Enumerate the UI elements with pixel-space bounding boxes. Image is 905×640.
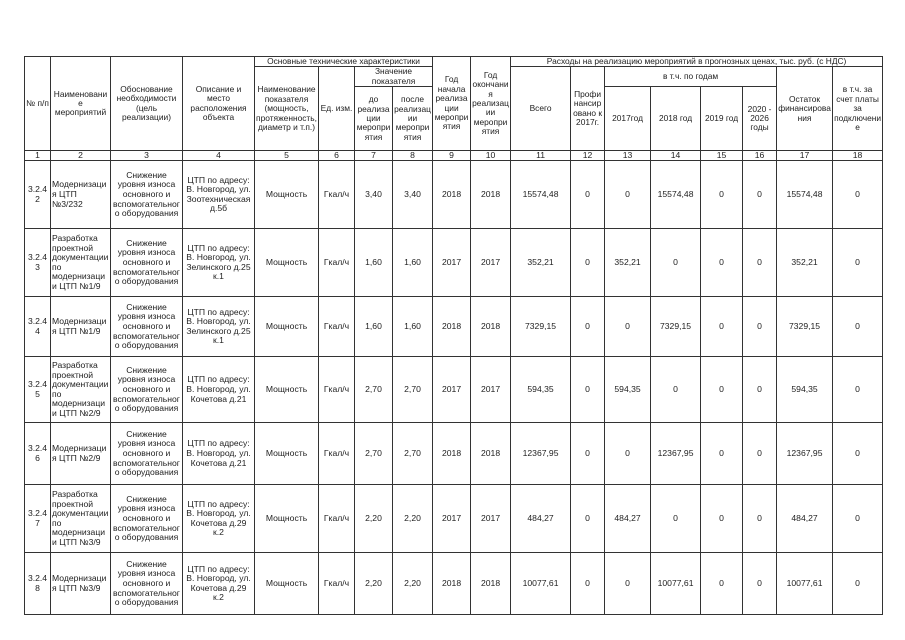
row-connection-fee: 0 [833,485,883,553]
row-2017: 484,27 [605,485,651,553]
row-name: Модернизация ЦТП №2/9 [51,423,111,485]
row-2017: 352,21 [605,229,651,297]
header-start: Год начала реализации мероприятия [433,57,471,151]
header-rest: Остаток финансирования [777,67,833,151]
table-row [25,357,883,423]
row-name: Модернизация ЦТП №1/9 [51,297,111,357]
row-before: 2,20 [355,485,393,553]
row-2019: 0 [701,357,743,423]
row-start-year: 2018 [433,297,471,357]
row-reason: Снижение уровня износа основного и вспомогательного оборудования [111,553,183,615]
table-row [25,485,883,553]
row-place: ЦТП по адресу: В. Новгород, ул. Кочетова д.29 к.2 [183,485,255,553]
row-remaining: 594,35 [777,357,833,423]
row-start-year: 2017 [433,229,471,297]
row-number: 3.2.4 7 [25,485,51,553]
column-number: 14 [651,151,701,161]
header-prefin: Профинансировано к 2017г. [571,67,605,151]
row-number: 3.2.4 2 [25,161,51,229]
column-number: 1 [25,151,51,161]
row-2018: 12367,95 [651,423,701,485]
row-end-year: 2017 [471,229,511,297]
row-reason: Снижение уровня износа основного и вспомогательного оборудования [111,161,183,229]
row-after: 2,70 [393,423,433,485]
row-name: Разработка проектной документации по модернизации ЦТП №3/9 [51,485,111,553]
row-number: 3.2.4 6 [25,423,51,485]
column-number: 7 [355,151,393,161]
column-number: 13 [605,151,651,161]
header-fee: в т.ч. за счет платы за подключение [833,67,883,151]
column-number: 2 [51,151,111,161]
header-after: после реализации мероприятия [393,87,433,151]
header-place: Описание и место расположения объекта [183,57,255,151]
row-connection-fee: 0 [833,357,883,423]
header-end: Год окончания реализации мероприятия [471,57,511,151]
header-byyear: в т.ч. по годам [605,67,777,87]
row-2020-2026: 0 [743,297,777,357]
row-2017: 0 [605,553,651,615]
row-connection-fee: 0 [833,229,883,297]
row-connection-fee: 0 [833,297,883,357]
row-param: Мощность [255,423,319,485]
row-2017: 0 [605,161,651,229]
column-number: 5 [255,151,319,161]
row-remaining: 12367,95 [777,423,833,485]
row-2019: 0 [701,297,743,357]
row-name: Разработка проектной документации по модернизации ЦТП №2/9 [51,357,111,423]
row-unit: Гкал/ч [319,423,355,485]
row-reason: Снижение уровня износа основного и вспомогательного оборудования [111,297,183,357]
investment-table-sheet [24,56,883,615]
table-body [25,161,883,615]
row-2019: 0 [701,161,743,229]
column-number: 16 [743,151,777,161]
row-2018: 0 [651,485,701,553]
row-remaining: 352,21 [777,229,833,297]
row-connection-fee: 0 [833,553,883,615]
column-number: 4 [183,151,255,161]
row-remaining: 15574,48 [777,161,833,229]
table-row [25,161,883,229]
header-reason: Обоснование необходимости (цель реализации) [111,57,183,151]
row-place: ЦТП по адресу: В. Новгород, ул. Зелинского д.25 к.1 [183,297,255,357]
row-place: ЦТП по адресу: В. Новгород, ул. Зоотехническая д.5б [183,161,255,229]
row-unit: Гкал/ч [319,297,355,357]
row-after: 3,40 [393,161,433,229]
row-2018: 7329,15 [651,297,701,357]
column-number: 3 [111,151,183,161]
table-row [25,229,883,297]
header-value: Значение показателя [355,67,433,87]
row-param: Мощность [255,229,319,297]
row-before: 1,60 [355,229,393,297]
row-before: 2,70 [355,357,393,423]
row-start-year: 2018 [433,553,471,615]
column-number-row [25,151,883,161]
row-connection-fee: 0 [833,161,883,229]
table-row [25,553,883,615]
row-param: Мощность [255,553,319,615]
table-row [25,297,883,357]
row-before: 2,70 [355,423,393,485]
row-end-year: 2017 [471,485,511,553]
header-num: № п/п [25,57,51,151]
row-after: 2,70 [393,357,433,423]
row-prefinanced: 0 [571,357,605,423]
row-2019: 0 [701,485,743,553]
header-group-tech: Основные технические характеристики [255,57,433,67]
row-prefinanced: 0 [571,229,605,297]
row-total: 10077,61 [511,553,571,615]
row-param: Мощность [255,485,319,553]
header-2018: 2018 год [651,87,701,151]
row-reason: Снижение уровня износа основного и вспомогательного оборудования [111,229,183,297]
row-2020-2026: 0 [743,423,777,485]
row-2017: 0 [605,423,651,485]
row-param: Мощность [255,297,319,357]
row-2018: 10077,61 [651,553,701,615]
row-prefinanced: 0 [571,553,605,615]
row-place: ЦТП по адресу: В. Новгород, ул. Кочетова д.21 [183,357,255,423]
column-number: 18 [833,151,883,161]
row-number: 3.2.4 8 [25,553,51,615]
row-2019: 0 [701,229,743,297]
row-reason: Снижение уровня износа основного и вспомогательного оборудования [111,357,183,423]
row-number: 3.2.4 5 [25,357,51,423]
column-number: 9 [433,151,471,161]
column-number: 8 [393,151,433,161]
row-after: 2,20 [393,553,433,615]
row-2020-2026: 0 [743,229,777,297]
row-2020-2026: 0 [743,161,777,229]
row-total: 594,35 [511,357,571,423]
row-number: 3.2.4 3 [25,229,51,297]
row-2018: 15574,48 [651,161,701,229]
header-name: Наименование мероприятий [51,57,111,151]
column-number: 10 [471,151,511,161]
row-connection-fee: 0 [833,423,883,485]
row-2020-2026: 0 [743,553,777,615]
row-after: 1,60 [393,297,433,357]
header-unit: Ед. изм. [319,67,355,151]
investment-table [24,56,883,615]
row-prefinanced: 0 [571,161,605,229]
row-2019: 0 [701,423,743,485]
row-after: 2,20 [393,485,433,553]
row-end-year: 2018 [471,423,511,485]
row-end-year: 2018 [471,553,511,615]
header-before: до реализации мероприятия [355,87,393,151]
row-remaining: 484,27 [777,485,833,553]
row-number: 3.2.4 4 [25,297,51,357]
row-before: 3,40 [355,161,393,229]
row-2020-2026: 0 [743,485,777,553]
row-before: 1,60 [355,297,393,357]
row-unit: Гкал/ч [319,229,355,297]
row-start-year: 2017 [433,357,471,423]
row-place: ЦТП по адресу: В. Новгород, ул. Кочетова д.21 [183,423,255,485]
column-number: 15 [701,151,743,161]
row-total: 7329,15 [511,297,571,357]
row-total: 352,21 [511,229,571,297]
row-before: 2,20 [355,553,393,615]
header-total: Всего [511,67,571,151]
row-unit: Гкал/ч [319,553,355,615]
row-prefinanced: 0 [571,485,605,553]
row-prefinanced: 0 [571,297,605,357]
row-after: 1,60 [393,229,433,297]
row-unit: Гкал/ч [319,161,355,229]
row-start-year: 2018 [433,161,471,229]
row-unit: Гкал/ч [319,357,355,423]
header-group-costs: Расходы на реализацию мероприятий в прогнозных ценах, тыс. руб. (с НДС) [511,57,883,67]
row-total: 15574,48 [511,161,571,229]
row-name: Разработка проектной документации по модернизации ЦТП №1/9 [51,229,111,297]
row-reason: Снижение уровня износа основного и вспомогательного оборудования [111,423,183,485]
header-2017: 2017год [605,87,651,151]
row-remaining: 7329,15 [777,297,833,357]
column-number: 12 [571,151,605,161]
row-place: ЦТП по адресу: В. Новгород, ул. Кочетова д.29 к.2 [183,553,255,615]
row-reason: Снижение уровня износа основного и вспомогательного оборудования [111,485,183,553]
row-total: 484,27 [511,485,571,553]
row-end-year: 2018 [471,297,511,357]
row-remaining: 10077,61 [777,553,833,615]
row-prefinanced: 0 [571,423,605,485]
row-2017: 0 [605,297,651,357]
row-name: Модернизация ЦТП №3/9 [51,553,111,615]
row-2020-2026: 0 [743,357,777,423]
column-number: 11 [511,151,571,161]
table-row [25,423,883,485]
column-number: 17 [777,151,833,161]
row-name: Модернизация ЦТП №3/232 [51,161,111,229]
row-2018: 0 [651,357,701,423]
header-2019: 2019 год [701,87,743,151]
row-total: 12367,95 [511,423,571,485]
row-end-year: 2018 [471,161,511,229]
row-start-year: 2018 [433,423,471,485]
row-end-year: 2017 [471,357,511,423]
row-2017: 594,35 [605,357,651,423]
row-param: Мощность [255,357,319,423]
row-start-year: 2017 [433,485,471,553]
row-2019: 0 [701,553,743,615]
row-place: ЦТП по адресу: В. Новгород, ул. Зелинского д.25 к.1 [183,229,255,297]
column-number: 6 [319,151,355,161]
row-unit: Гкал/ч [319,485,355,553]
header-param: Наименование показателя (мощность, протяженность, диаметр и т.п.) [255,67,319,151]
header-2020: 2020 - 2026 годы [743,87,777,151]
row-param: Мощность [255,161,319,229]
row-2018: 0 [651,229,701,297]
